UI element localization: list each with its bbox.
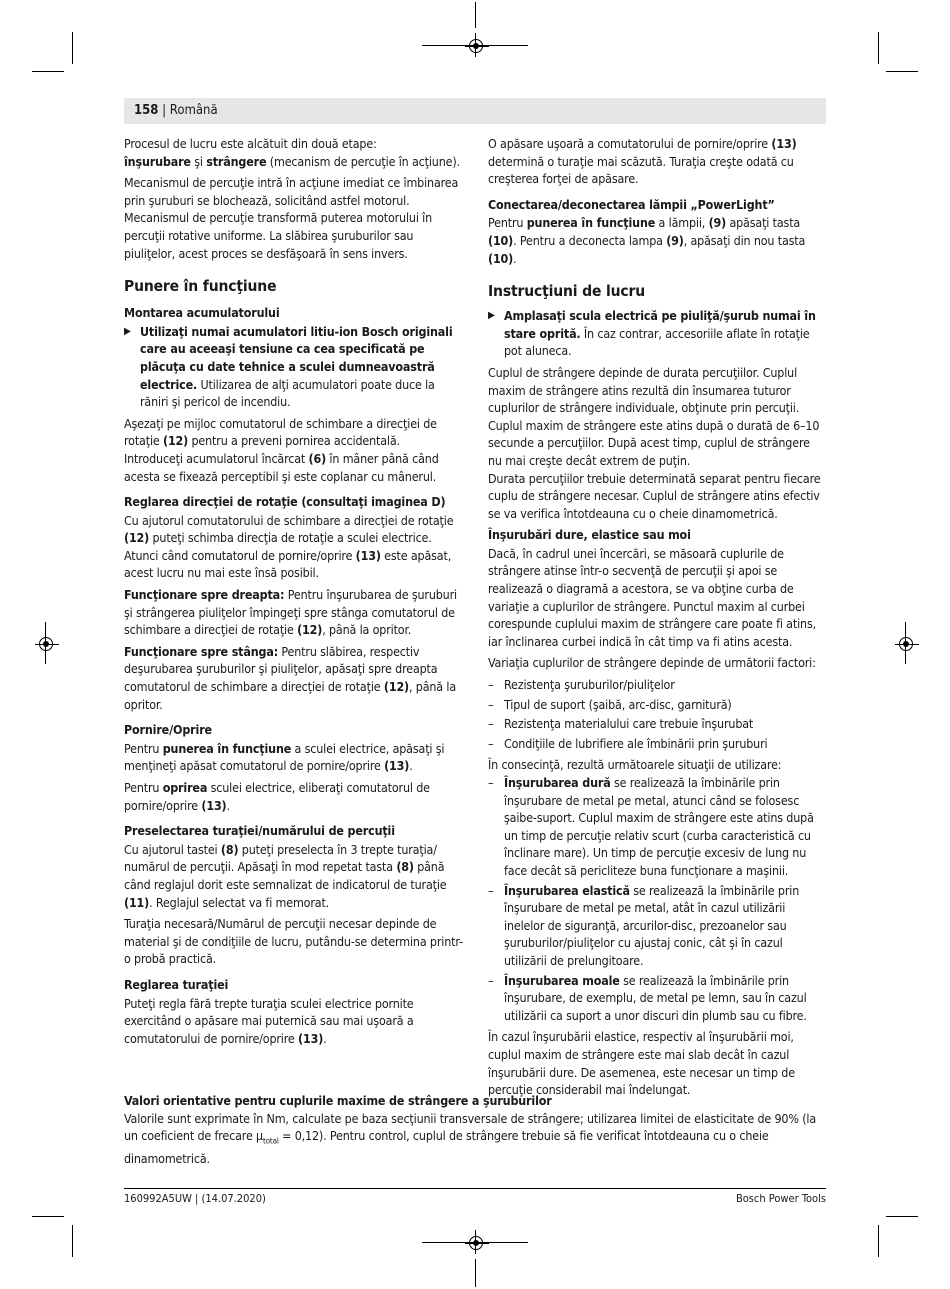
right-column xyxy=(488,135,826,1103)
paragraph: Pentru punerea în funcţiune a lămpii, (9) apăsaţi tasta (10). Pentru a deconecta lampa (9), apăsaţi din nou tasta (10). xyxy=(488,215,806,266)
page-header xyxy=(124,98,826,124)
crop-mark xyxy=(32,71,64,72)
crop-mark xyxy=(905,622,906,664)
text: (mecanism de percuţie în acţiune). xyxy=(266,153,460,169)
section-heading: Punere în funcţiune xyxy=(124,277,277,296)
text: Procesul de lucru este alcătuit din două etape: xyxy=(124,136,377,151)
paragraph xyxy=(124,135,464,170)
list-item: – Condiţiile de lubrifiere ale îmbinării prin şuruburi xyxy=(488,735,826,753)
subsection-heading: Preselectarea turaţiei/numărului de percuţii xyxy=(124,823,395,839)
bold-text: înşurubare xyxy=(124,153,191,169)
paragraph: Cuplul de strângere depinde de durata percuţiilor. Cuplul maxim de strângere atins rezultă din însumarea tuturor cuplurilor de strângere individuale, obţinute prin percuţii. Cuplul maxim de strângere este atins după o durată de 6–10 secunde a percuţiilor. După acest timp, cuplul de strângere nu mai creşte decât extrem de puţin. xyxy=(488,364,820,468)
document-id: 160992A5UW | (14.07.2020) xyxy=(124,1192,266,1205)
registration-mark-icon xyxy=(899,637,913,651)
registration-mark-icon xyxy=(469,39,483,53)
list-item: – Rezistenţa materialului care trebuie înşurubat xyxy=(488,715,826,733)
paragraph: Aşezaţi pe mijloc comutatorul de schimbare a direcţiei de rotaţie (12) pentru a preveni pornirea accidentală. Introduceţi acumulatorul încărcat (6) în mâner până când acesta se fixează perceptibil şi este coplanar cu mânerul. xyxy=(124,415,439,484)
paragraph: Dacă, în cadrul unei încercări, se măsoară cuplurile de strângere atinse într-o secvenţă de percuţii şi apoi se realizează o diagramă a acestora, se va obţine curba de variaţie a cuplurilor de strângere. Punctul maxim al curbei corespunde cuplului maxim de strângere care poate fi atins, iar înclinarea curbei indică în cât timp va fi atins acesta. xyxy=(488,545,816,649)
page-number: 158 xyxy=(134,103,159,118)
crop-mark xyxy=(878,32,879,64)
list-item: – Înşurubarea moale se realizează la îmbinările prin înşurubare, de exemplu, de metal pe lemn, sau în cazul utilizării ca suport a unor discuri din plumb sau cu fibre. xyxy=(488,972,826,1025)
subsection-heading: Reglarea turaţiei xyxy=(124,976,229,992)
registration-mark-icon xyxy=(469,1236,483,1250)
crop-mark xyxy=(886,71,918,72)
section-heading: Instrucţiuni de lucru xyxy=(488,282,646,301)
paragraph: Variaţia cuplurilor de strângere depinde de următorii factori: xyxy=(488,655,816,671)
crop-mark xyxy=(475,1259,476,1287)
registration-mark-icon xyxy=(39,637,53,651)
text: În caz contrar, accesoriile aflate în rotaţie pot aluneca. xyxy=(504,325,810,359)
paragraph: Puteţi regla fără trepte turaţia sculei electrice pornite exercitând o apăsare mai puternică sau mai uşoară a comutatorului de pornire/oprire (13). xyxy=(124,995,414,1046)
registration-mark-icon xyxy=(475,33,476,57)
subsection-heading: Conectarea/deconectarea lămpii „PowerLight” xyxy=(488,196,775,212)
bullet-item xyxy=(488,307,826,360)
subsection-heading: Reglarea direcţiei de rotaţie (consultaţi imaginea D) xyxy=(124,494,446,510)
registration-mark-icon xyxy=(475,1230,476,1254)
crop-mark xyxy=(72,1225,73,1257)
crop-mark xyxy=(72,32,73,64)
situations-list xyxy=(488,774,826,1024)
publisher: Bosch Power Tools xyxy=(735,1192,826,1205)
paragraph: Funcţionare spre stânga: Pentru slăbirea, respectiv deşurubarea şuruburilor şi piuliţelor, apăsaţi spre dreapta comutatorul de schimbare a direcţiei de rotaţie (12), până la opritor. xyxy=(124,643,457,712)
paragraph: În consecinţă, rezultă următoarele situaţii de utilizare: xyxy=(488,757,782,773)
page-footer xyxy=(124,1188,826,1205)
crop-mark xyxy=(475,2,476,28)
left-column xyxy=(124,135,464,1051)
list-item: – Înşurubarea dură se realizează la îmbinările prin înşurubare de metal pe metal, atunci când se folosesc şaibe-suport. Cuplul maxim de strângere este atins după un timp de percuţie relativ scurt (curba caracteristică cu înclinare mare). Un timp de percuţie excesiv de lung nu face decât să pericliteze buna funcţionare a maşinii. xyxy=(488,774,826,880)
header-separator: | xyxy=(158,103,170,118)
list-item: – Înşurubarea elastică se realizează la îmbinările prin înşurubare de metal pe metal, atât în cazul utilizării inelelor de siguranţă, arcurilor-disc, prezoanelor sau şuruburilor/piuliţelor cu ajustaj conic, cât şi în cazul utilizării de prelungitoare. xyxy=(488,882,826,970)
crop-mark xyxy=(886,1216,918,1217)
subsection-heading: Înşurubări dure, elastice sau moi xyxy=(488,527,691,543)
crop-mark xyxy=(32,1216,64,1217)
paragraph: O apăsare uşoară a comutatorului de pornire/oprire (13) determină o turaţie mai scăzută. Turaţia creşte odată cu creşterea forţei de apăsare. xyxy=(488,136,797,187)
text: Utilizarea de alţi acumulatori poate duce la răniri şi pericol de incendiu. xyxy=(140,376,435,410)
paragraph: Valorile sunt exprimate în Nm, calculate pe baza secţiunii transversale de strângere; utilizarea limitei de elasticitate de 90% (la un coeficient de frecare $\mu_{total} = 0,12$). Pentru control, cuplul de strângere trebuie să fie verificat întotdeauna cu o cheie dinamometrică. xyxy=(124,1110,817,1167)
header-language: Română xyxy=(169,103,218,118)
paragraph: Cu ajutorul tastei (8) puteţi preselecta în 3 trepte turaţia/ numărul de percuţii. Apăsaţi în mod repetat tasta (8) până când reglajul dorit este semnalizat de indicatorul de turaţie (11). Reglajul selectat va fi memorat. xyxy=(124,841,447,910)
subsection-heading: Pornire/Oprire xyxy=(124,722,212,738)
paragraph: Durata percuţiilor trebuie determinată separat pentru fiecare cuplu de strângere necesar. Cuplul de strângere atins efectiv se va verifica întotdeauna cu o cheie dinamometrică. xyxy=(488,470,821,521)
paragraph: Turaţia necesară/Numărul de percuţii necesar depinde de material şi de condiţiile de lucru, putându-se determina printr-o probă practică. xyxy=(124,916,463,967)
bold-text: strângere xyxy=(206,153,267,169)
list-item: – Tipul de suport (şaibă, arc-disc, garnitură) xyxy=(488,696,826,714)
crop-mark xyxy=(878,1225,879,1257)
section-title: Valori orientative pentru cuplurile maxime de strângere a şuruburilor xyxy=(124,1093,552,1108)
crop-mark xyxy=(45,622,46,664)
paragraph: Funcţionare spre dreapta: Pentru înşurubarea de şuruburi şi strângerea piuliţelor împingeţi spre stânga comutatorul de schimbare a direcţiei de rotaţie (12), până la opritor. xyxy=(124,587,457,638)
bullet-item xyxy=(124,323,464,411)
factors-list xyxy=(488,676,826,752)
paragraph: Mecanismul de percuţie intră în acţiune imediat ce îmbinarea prin şuruburi se blochează, solicitând astfel motorul. Mecanismul de percuţie transformă puterea motorului în percuţii rotative uniforme. La slăbirea şuruburilor sau piuliţelor, acest proces se desfăşoară în sens invers. xyxy=(124,175,459,261)
paragraph: Cu ajutorul comutatorului de schimbare a direcţiei de rotaţie (12) puteţi schimba direcţia de rotaţie a sculei electrice. Atunci când comutatorul de pornire/oprire (13) este apăsat, acest lucru nu mai este însă posibil. xyxy=(124,512,454,581)
text: şi xyxy=(190,153,207,169)
subsection-heading: Montarea acumulatorului xyxy=(124,305,280,321)
paragraph: Pentru punerea în funcţiune a sculei electrice, apăsaţi şi menţineţi apăsat comutatorul de pornire/oprire (13). xyxy=(124,740,445,774)
paragraph: În cazul înşurubării elastice, respectiv al înşurubării moi, cuplul maxim de strângere este mai slab decât în cazul înşurubării dure. De asemenea, este necesar un timp de percuţie considerabil mai îndelungat. xyxy=(488,1029,795,1098)
torque-values-section xyxy=(124,1092,828,1168)
list-item: – Rezistenţa şuruburilor/piuliţelor xyxy=(488,676,826,694)
paragraph: Pentru oprirea sculei electrice, eliberaţi comutatorul de pornire/oprire (13). xyxy=(124,780,430,813)
bold-text: Amplasaţi scula electrică pe piuliţă/şurub numai în stare oprită. xyxy=(504,308,816,341)
bold-text: Utilizaţi numai acumulatori litiu-ion Bosch originali care au aceeaşi tensiune ca cea specificată pe plăcuţa cu date tehnice a sculei dumneavoastră electrice. xyxy=(140,323,453,392)
